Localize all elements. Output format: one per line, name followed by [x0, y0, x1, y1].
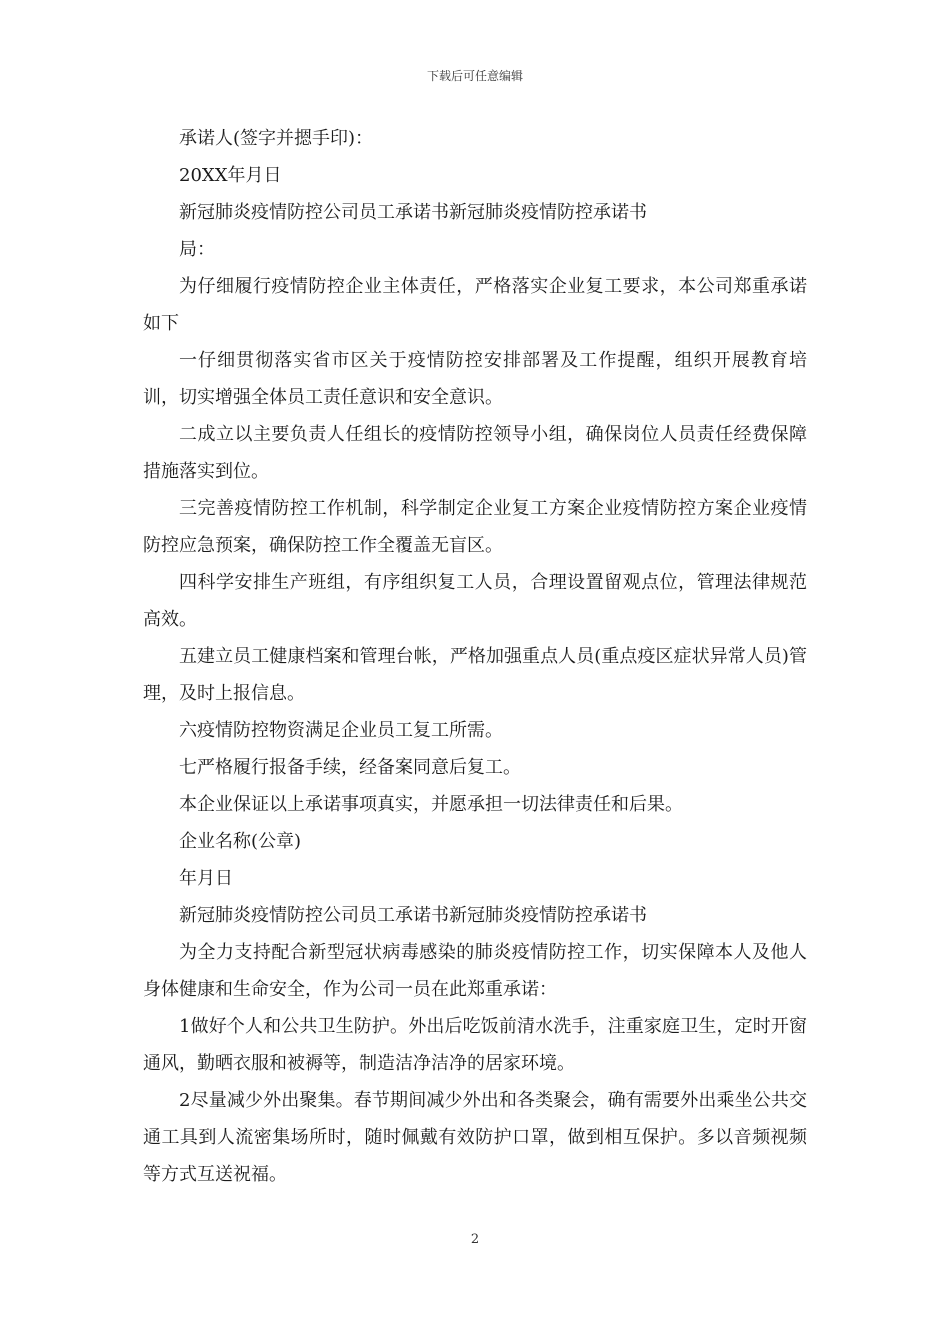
paragraph-addressee: 局： [179, 239, 215, 260]
paragraph-intro: 为仔细履行疫情防控企业主体责任，严格落实企业复工要求，本公司郑重承诺如下 [143, 276, 807, 334]
paragraph-signature-line: 承诺人(签字并摁手印)： [179, 128, 374, 149]
paragraph-item-1: 一仔细贯彻落实省市区关于疫情防控安排部署及工作提醒，组织开展教育培训，切实增强全体员工责任意识和安全意识。 [143, 350, 807, 408]
paragraph-intro-2: 为全力支持配合新型冠状病毒感染的肺炎疫情防控工作，切实保障本人及他人身体健康和生命安全，作为公司一员在此郑重承诺： [143, 942, 807, 1000]
paragraph-point-1: 1做好个人和公共卫生防护。外出后吃饭前清水洗手，注重家庭卫生，定时开窗通风，勤晒衣服和被褥等，制造洁净洁净的居家环境。 [143, 1016, 807, 1074]
document-body [143, 120, 807, 1193]
paragraph-item-2: 二成立以主要负责人任组长的疫情防控领导小组，确保岗位人员责任经费保障措施落实到位。 [143, 424, 807, 482]
paragraph-title-2: 新冠肺炎疫情防控公司员工承诺书新冠肺炎疫情防控承诺书 [179, 905, 647, 926]
paragraph-date: 20XX年月日 [179, 165, 282, 186]
paragraph-title: 新冠肺炎疫情防控公司员工承诺书新冠肺炎疫情防控承诺书 [179, 202, 647, 223]
page-header: 下载后可任意编辑 [426, 69, 523, 83]
paragraph-item-5: 五建立员工健康档案和管理台帐，严格加强重点人员(重点疫区症状异常人员)管理，及时上报信息。 [143, 646, 807, 704]
paragraph-date-2: 年月日 [179, 868, 233, 889]
paragraph-company-name: 企业名称(公章) [179, 831, 302, 852]
paragraph-item-7: 七严格履行报备手续，经备案同意后复工。 [179, 757, 521, 778]
paragraph-item-4: 四科学安排生产班组，有序组织复工人员，合理设置留观点位，管理法律规范高效。 [143, 572, 807, 630]
paragraph-item-6: 六疫情防控物资满足企业员工复工所需。 [179, 720, 503, 741]
paragraph-guarantee: 本企业保证以上承诺事项真实，并愿承担一切法律责任和后果。 [179, 794, 683, 815]
paragraph-point-2: 2尽量减少外出聚集。春节期间减少外出和各类聚会，确有需要外出乘坐公共交通工具到人流密集场所时，随时佩戴有效防护口罩，做到相互保护。多以音频视频等方式互送祝福。 [143, 1090, 807, 1185]
paragraph-item-3: 三完善疫情防控工作机制，科学制定企业复工方案企业疫情防控方案企业疫情防控应急预案，确保防控工作全覆盖无盲区。 [143, 498, 807, 556]
page-number: 2 [470, 1232, 480, 1247]
